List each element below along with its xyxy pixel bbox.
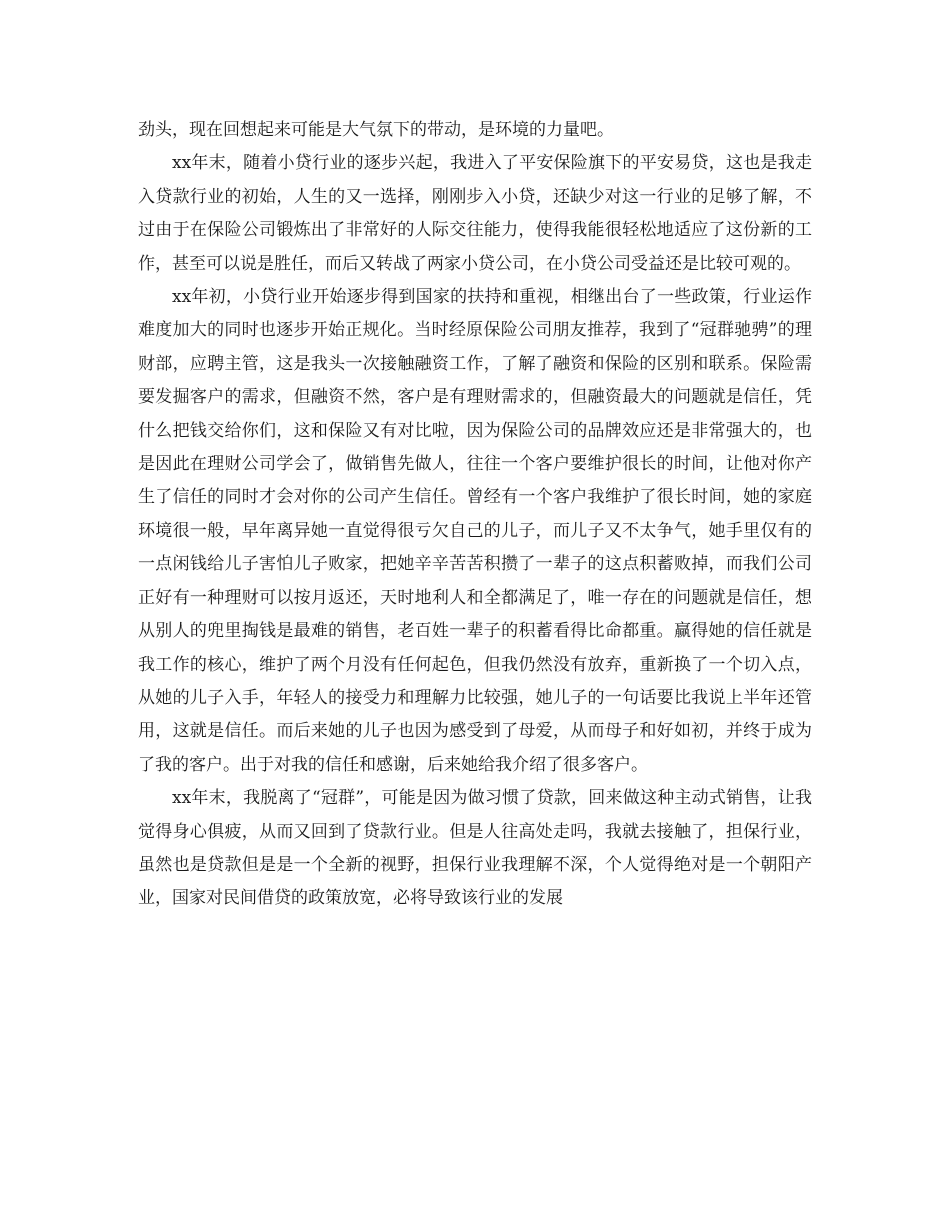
paragraph-xx-year-start-financing: xx年初，小贷行业开始逐步得到国家的扶持和重视，相继出台了一些政策，行业运作难度加大的同时也逐步开始正规化。当时经原保险公司朋友推荐，我到了“冠群驰骋”的理财部，应聘主管，这是我头一次接触融资工作，了解了融资和保险的区别和联系。保险需要发掘客户的需求，但融资不然，客户是有理财需求的，但融资最大的问题就是信任，凭什么把钱交给你们，这和保险又有对比啦，因为保险公司的品牌效应还是非常强大的，也是因此在理财公司学会了，做销售先做人，往往一个客户要维护很长的时间，让他对你产生了信任的同时才会对你的公司产生信任。曾经有一个客户我维护了很长时间，她的家庭环境很一般，早年离异她一直觉得很亏欠自己的儿子，而儿子又不太争气，她手里仅有的一点闲钱给儿子害怕儿子败家，把她辛辛苦苦积攒了一辈子的这点积蓄败掉，而我们公司正好有一种理财可以按月返还，天时地利人和全都满足了，唯一存在的问题就是信任，想从别人的兜里掏钱是最难的销售，老百姓一辈子的积蓄看得比命都重。赢得她的信任就是我工作的核心，维护了两个月没有任何起色，但我仍然没有放弃，重新换了一个切入点，从她的儿子入手，年轻人的接受力和理解力比较强，她儿子的一句话要比我说上半年还管用，这就是信任。而后来她的儿子也因为感受到了母爱，从而母子和好如初，并终于成为了我的客户。出于对我的信任和感谢，后来她给我介绍了很多客户。 [138, 287, 812, 775]
paragraph-continuation: 劲头，现在回想起来可能是大气氛下的带动，是环境的力量吧。 [138, 120, 614, 140]
document-body [138, 114, 812, 916]
paragraph-xx-year-end-microloan: xx年末，随着小贷行业的逐步兴起，我进入了平安保险旗下的平安易贷，这也是我走入贷款行业的初始，人生的又一选择，刚刚步入小贷，还缺少对这一行业的足够了解，不过由于在保险公司锻炼出了非常好的人际交往能力，使得我能很轻松地适应了这份新的工作，甚至可以说是胜任，而后又转战了两家小贷公司，在小贷公司受益还是比较可观的。 [138, 153, 812, 274]
paragraph-xx-year-end-guarantee: xx年末，我脱离了“冠群”，可能是因为做习惯了贷款，回来做这种主动式销售，让我觉得身心俱疲，从而又回到了贷款行业。但是人往高处走吗，我就去接触了，担保行业，虽然也是贷款但是是一个全新的视野，担保行业我理解不深，个人觉得绝对是一个朝阳产业，国家对民间借贷的政策放宽，必将导致该行业的发展 [138, 788, 812, 909]
